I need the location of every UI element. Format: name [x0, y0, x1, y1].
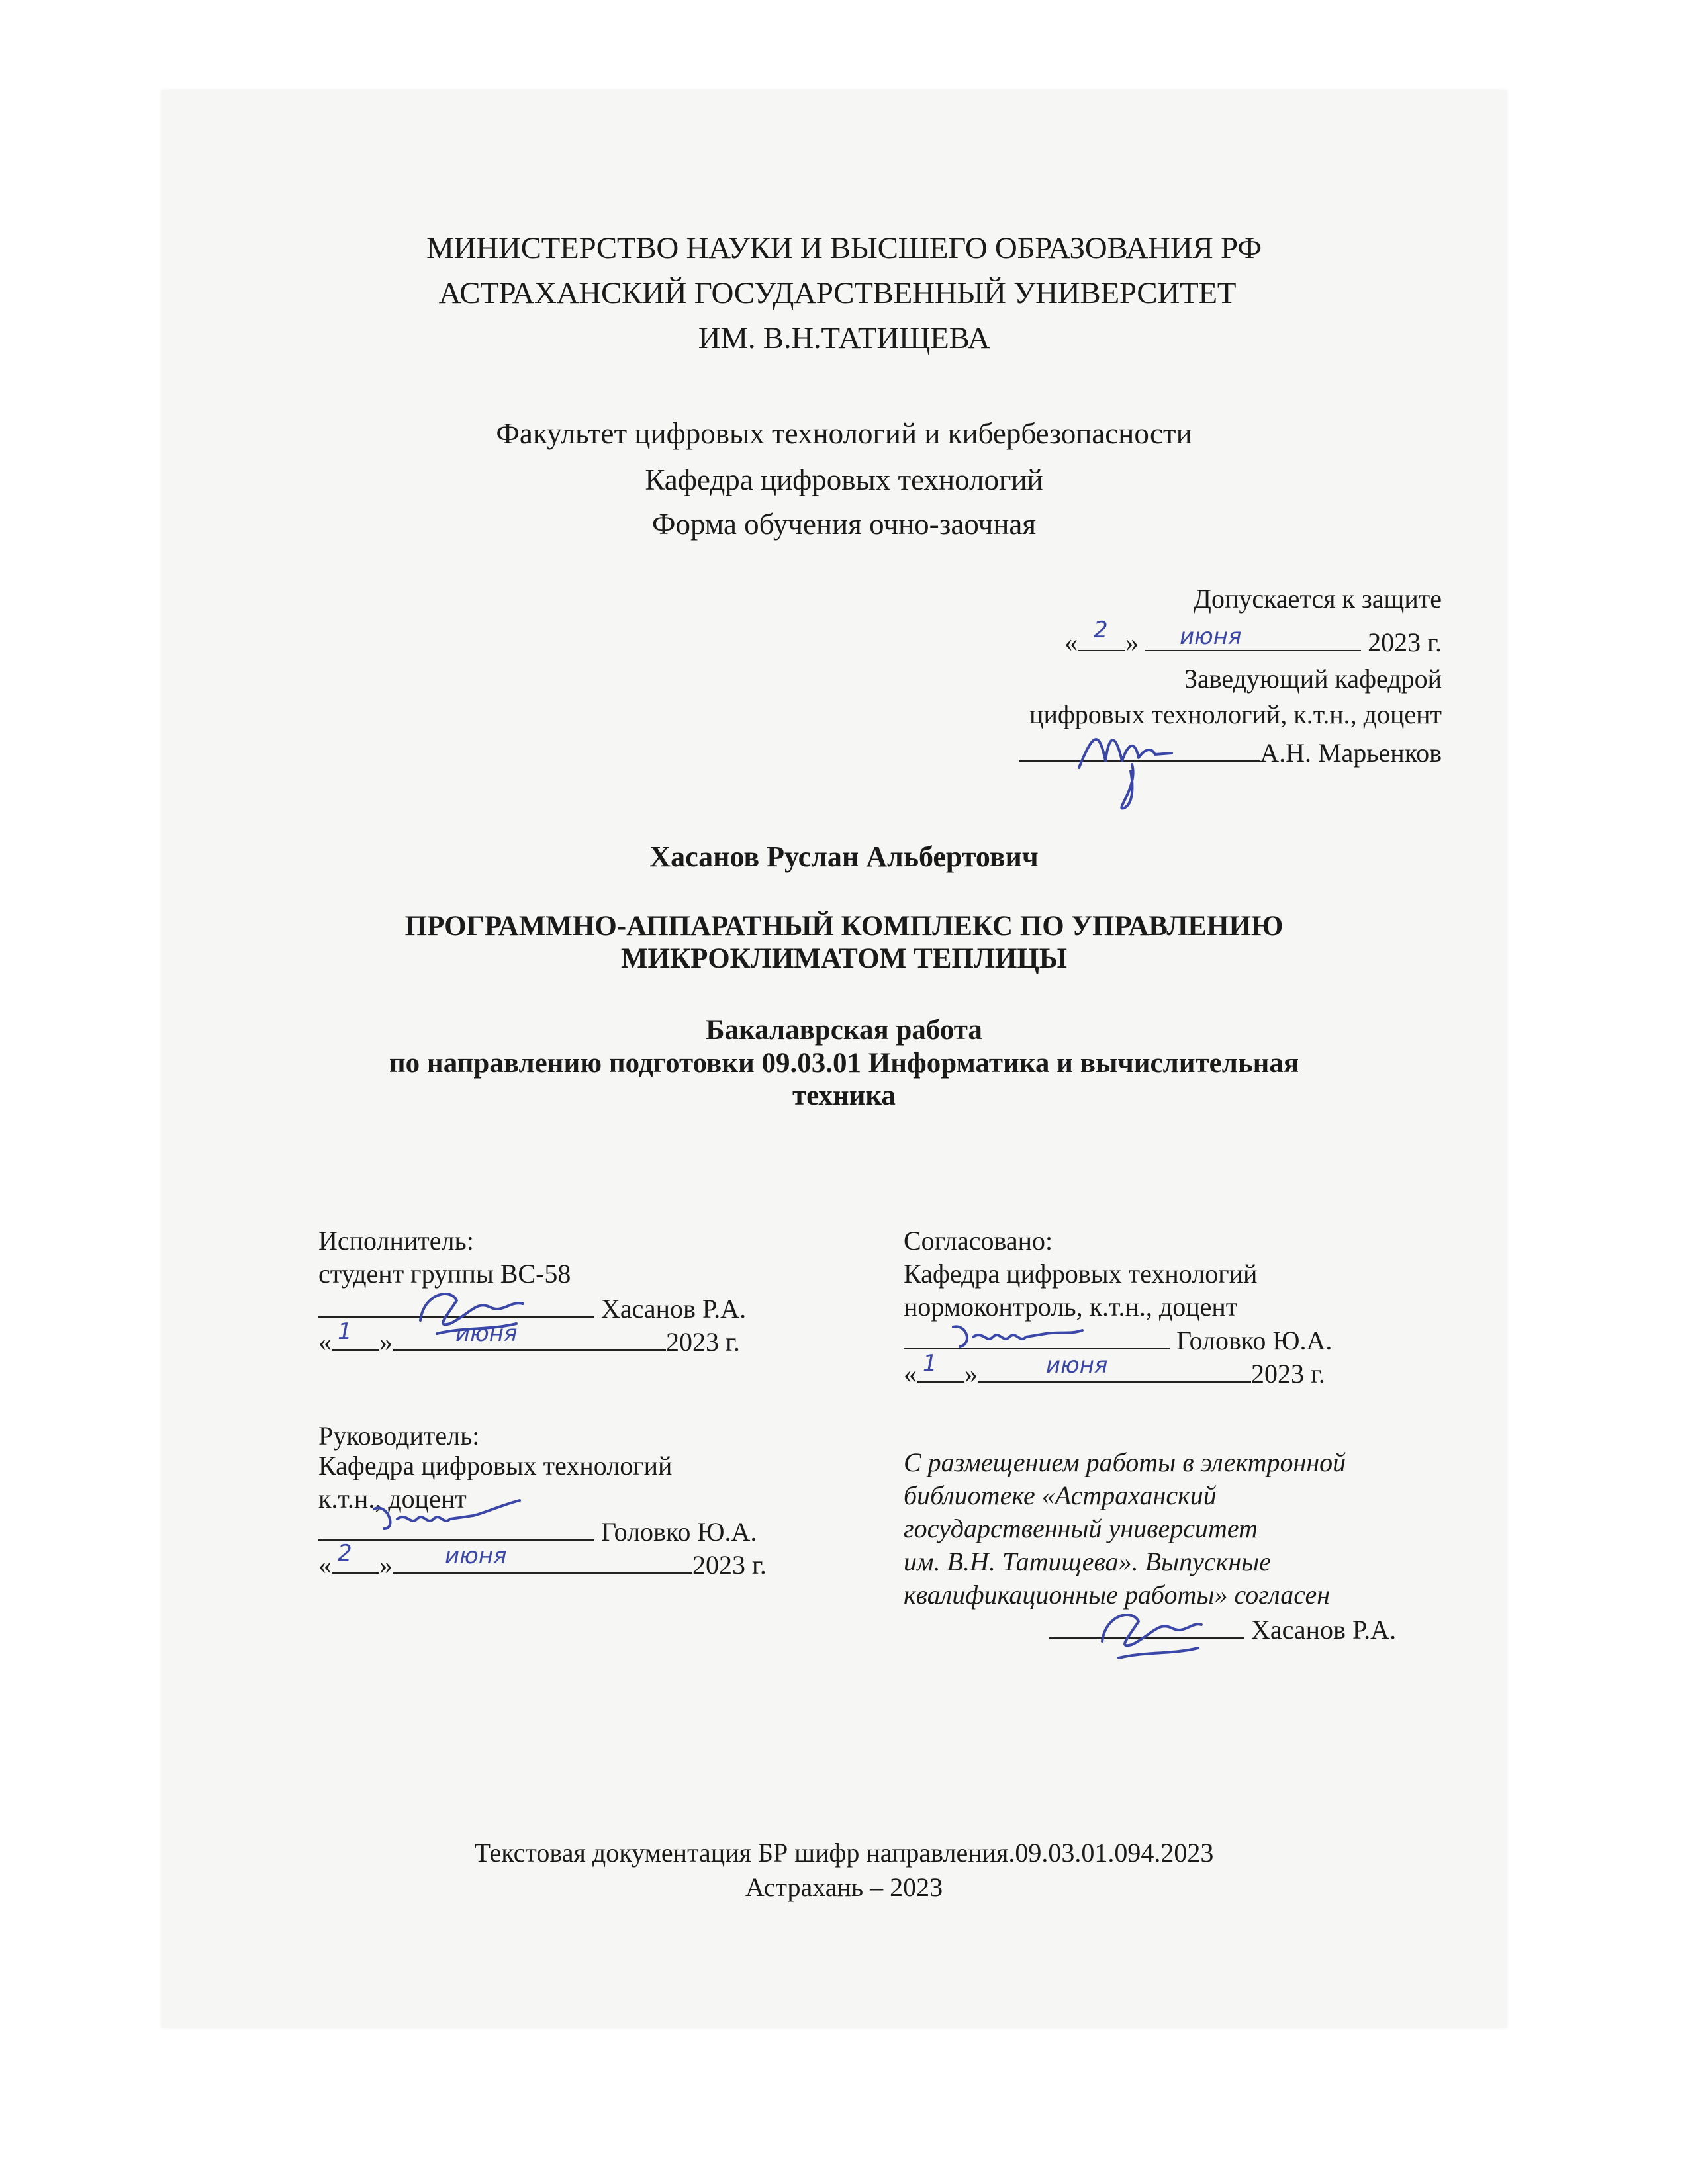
author-name: Хасанов Руслан Альбертович	[649, 841, 1039, 873]
handwritten-month: июня	[1046, 1352, 1108, 1379]
quote-open: «	[318, 1550, 332, 1580]
consent-line3: государственный университет	[904, 1514, 1258, 1543]
agreed-year: 2023 г.	[1251, 1359, 1325, 1388]
supervisor-label: Руководитель:	[318, 1421, 480, 1451]
handwritten-month: июня	[1180, 623, 1242, 650]
work-type: Бакалаврская работа	[706, 1015, 982, 1046]
thesis-title-line1: ПРОГРАММНО-АППАРАТНЫЙ КОМПЛЕКС ПО УПРАВЛЕНИЮ	[404, 911, 1284, 942]
city-year: Астрахань – 2023	[745, 1872, 943, 1902]
supervisor-name: Головко Ю.А.	[601, 1517, 757, 1547]
handwritten-day: 1	[923, 1350, 937, 1377]
executor-year: 2023 г.	[666, 1327, 740, 1357]
quote-close: »	[1125, 627, 1139, 657]
university-named-after: ИМ. В.Н.ТАТИЩЕВА	[698, 321, 990, 355]
handwritten-month: июня	[445, 1543, 507, 1569]
study-form: Форма обучения очно-заочная	[651, 508, 1037, 541]
consent-line1: С размещением работы в электронной	[904, 1447, 1346, 1477]
quote-close: »	[964, 1359, 978, 1388]
ministry-heading: МИНИСТЕРСТВО НАУКИ И ВЫСШЕГО ОБРАЗОВАНИЯ РФ	[426, 231, 1262, 265]
agreed-date	[904, 1359, 1325, 1387]
quote-open: «	[904, 1359, 917, 1388]
month-blank	[393, 1550, 692, 1574]
consent-line5: квалификационные работы» согласен	[904, 1580, 1331, 1610]
handwritten-month: июня	[455, 1320, 518, 1347]
supervisor-year: 2023 г.	[692, 1550, 767, 1580]
supervisor-department: Кафедра цифровых технологий	[318, 1451, 673, 1480]
agreed-name: Головко Ю.А.	[1176, 1326, 1333, 1355]
executor-group: студент группы ВС-58	[318, 1259, 571, 1289]
handwritten-day: 2	[1094, 617, 1108, 643]
admitted-to-defense: Допускается к защите	[1193, 584, 1442, 614]
handwritten-day: 2	[338, 1540, 352, 1567]
approval-year: 2023 г.	[1368, 627, 1442, 657]
supervisor-signature	[367, 1492, 526, 1539]
executor-name: Хасанов Р.А.	[601, 1294, 747, 1324]
quote-close: »	[379, 1327, 393, 1357]
quote-open: «	[318, 1327, 332, 1357]
month-blank	[1145, 623, 1361, 651]
university-heading: АСТРАХАНСКИЙ ГОСУДАРСТВЕННЫЙ УНИВЕРСИТЕТ	[438, 276, 1237, 310]
department: Кафедра цифровых технологий	[645, 463, 1043, 496]
thesis-title-line2: МИКРОКЛИМАТОМ ТЕПЛИЦЫ	[620, 943, 1068, 974]
agreed-role: нормоконтроль, к.т.н., доцент	[904, 1292, 1238, 1322]
consent-line4: им. В.Н. Татищева». Выпускные	[904, 1547, 1271, 1576]
faculty: Факультет цифровых технологий и кибербезопасности	[496, 417, 1192, 450]
agreed-label: Согласовано:	[904, 1226, 1053, 1255]
consent-line2: библиотеке «Астраханский	[904, 1480, 1217, 1510]
supervisor-date	[318, 1550, 767, 1578]
handwritten-day: 1	[338, 1318, 352, 1345]
agreed-department: Кафедра цифровых технологий	[904, 1259, 1258, 1289]
direction-line1: по направлению подготовки 09.03.01 Информатика и вычислительная	[389, 1048, 1299, 1079]
consent-signature	[1092, 1602, 1211, 1674]
head-name: А.Н. Марьенков	[1260, 738, 1442, 768]
document-code: Текстовая документация БР шифр направления.09.03.01.094.2023	[474, 1838, 1214, 1868]
head-details: цифровых технологий, к.т.н., доцент	[1029, 700, 1442, 729]
month-blank	[978, 1359, 1251, 1383]
direction-line2: техника	[792, 1080, 896, 1111]
quote-close: »	[379, 1550, 393, 1580]
executor-signature	[410, 1281, 543, 1347]
consent-name: Хасанов Р.А.	[1251, 1615, 1397, 1645]
supervisor-degree: к.т.н., доцент	[318, 1484, 467, 1514]
quote-open: «	[1064, 627, 1078, 657]
head-title: Заведующий кафедрой	[1184, 664, 1442, 694]
agreed-signature	[947, 1317, 1092, 1357]
head-signature	[1072, 715, 1205, 821]
approval-date	[1064, 623, 1442, 657]
executor-label: Исполнитель:	[318, 1226, 474, 1255]
